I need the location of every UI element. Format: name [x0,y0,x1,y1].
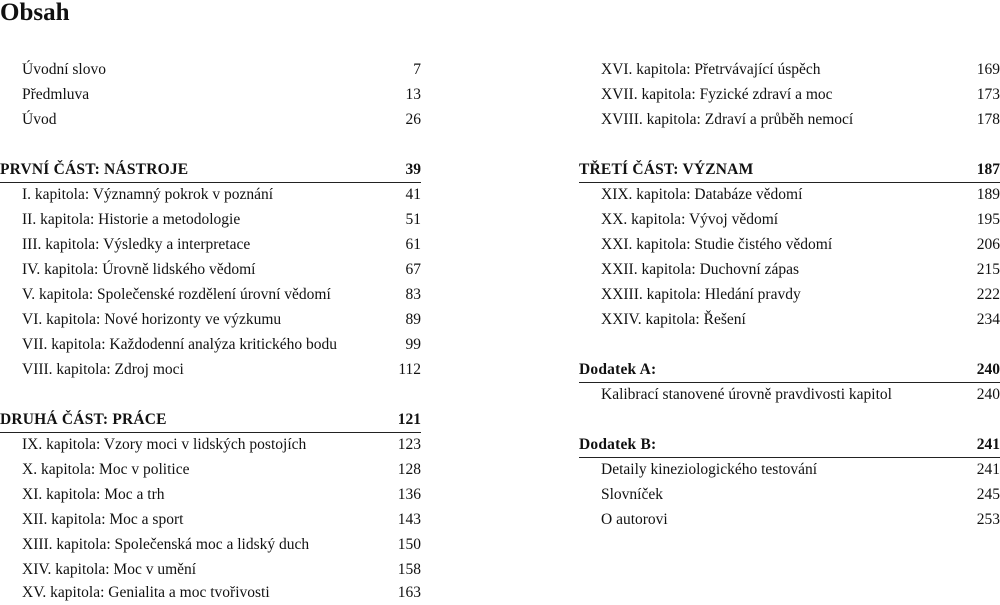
toc-entry-label: Detaily kineziologického testování [601,461,818,478]
toc-entry-page: 222 [976,286,1000,303]
toc-entry-page: 150 [397,536,421,553]
toc-entry[interactable] [0,357,421,382]
toc-entry[interactable] [0,57,421,82]
toc-entry-page: 89 [405,311,421,328]
section-page: 241 [976,436,1000,453]
toc-entry-label: VIII. kapitola: Zdroj moci [22,361,184,378]
toc-entry-page: 195 [976,211,1000,228]
toc-entry-page: 143 [397,511,421,528]
toc-entry-page: 13 [405,86,421,103]
toc-entry-page: 178 [976,111,1000,128]
page-title: Obsah [0,0,70,26]
toc-entry[interactable] [579,482,1000,507]
toc-entry-label: XVII. kapitola: Fyzické zdraví a moc [601,86,833,103]
toc-entry-label: III. kapitola: Výsledky a interpretace [22,236,251,253]
toc-entry-label: Slovníček [601,486,663,503]
toc-entry-label: XIV. kapitola: Moc v umění [22,561,197,578]
toc-entry-page: 241 [976,461,1000,478]
toc-section-heading[interactable] [579,357,1000,383]
section-page: 187 [976,161,1000,178]
toc-section-heading[interactable] [0,157,421,183]
toc-entry[interactable] [0,282,421,307]
toc-entry[interactable] [0,507,421,532]
toc-entry[interactable] [0,107,421,132]
toc-entry-label: IX. kapitola: Vzory moci v lidských postojích [22,436,307,453]
toc-entry[interactable] [0,432,421,457]
toc-entry-label: XVI. kapitola: Přetrvávající úspěch [601,61,821,78]
toc-entry-label: V. kapitola: Společenské rozdělení úrovní vědomí [22,286,331,303]
toc-entry-label: Kalibrací stanovené úrovně pravdivosti kapitol [601,386,892,403]
toc-entry-label: XI. kapitola: Moc a trh [22,486,165,503]
toc-entry-label: Úvod [22,111,57,128]
toc-entry-page: 169 [976,61,1000,78]
toc-entry-page: 128 [397,461,421,478]
toc-entry-page: 253 [976,511,1000,528]
toc-entry-page: 189 [976,186,1000,203]
toc-entry[interactable] [579,82,1000,107]
toc-entry[interactable] [579,307,1000,332]
toc-entry-label: XV. kapitola: Genialita a moc tvořivosti [22,584,270,601]
toc-entry-label: XXIII. kapitola: Hledání pravdy [601,286,801,303]
toc-entry[interactable] [579,182,1000,207]
toc-entry-label: XXIV. kapitola: Řešení [601,311,746,328]
toc-entry[interactable] [0,257,421,282]
toc-entry-page: 51 [405,211,421,228]
toc-entry[interactable] [0,332,421,357]
toc-entry-label: I. kapitola: Významný pokrok v poznání [22,186,274,203]
toc-entry-page: 61 [405,236,421,253]
toc-entry-page: 234 [976,311,1000,328]
toc-section-heading[interactable] [579,157,1000,183]
toc-entry-label: II. kapitola: Historie a metodologie [22,211,241,228]
toc-entry[interactable] [0,482,421,507]
toc-entry-label: XVIII. kapitola: Zdraví a průběh nemocí [601,111,854,128]
toc-entry-label: XII. kapitola: Moc a sport [22,511,184,528]
toc-entry[interactable] [579,107,1000,132]
toc-entry[interactable] [0,557,421,582]
toc-entry-page: 240 [976,386,1000,403]
toc-entry-page: 112 [398,361,421,378]
toc-entry[interactable] [579,457,1000,482]
toc-entry-page: 41 [405,186,421,203]
section-title: PRVNÍ ČÁST: NÁSTROJE [0,161,189,178]
toc-entry[interactable] [0,457,421,482]
section-page: 121 [397,411,421,428]
toc-entry-page: 173 [976,86,1000,103]
toc-entry[interactable] [579,382,1000,407]
toc-entry-label: XXII. kapitola: Duchovní zápas [601,261,799,278]
toc-section-heading[interactable] [0,407,421,433]
toc-entry-page: 123 [397,436,421,453]
toc-entry-label: XIII. kapitola: Společenská moc a lidský duch [22,536,310,553]
toc-entry-page: 67 [405,261,421,278]
toc-entry-page: 245 [976,486,1000,503]
toc-entry-page: 136 [397,486,421,503]
toc-entry[interactable] [579,507,1000,532]
toc-entry-page: 83 [405,286,421,303]
toc-entry[interactable] [0,532,421,557]
toc-entry-label: VI. kapitola: Nové horizonty ve výzkumu [22,311,282,328]
toc-entry-label: Předmluva [22,86,90,103]
toc-section-heading[interactable] [579,432,1000,458]
section-page: 240 [976,361,1000,378]
section-title: Dodatek A: [579,361,657,378]
toc-entry-label: XXI. kapitola: Studie čistého vědomí [601,236,833,253]
toc-entry-label: XX. kapitola: Vývoj vědomí [601,211,779,228]
section-title: TŘETÍ ČÁST: VÝZNAM [579,161,754,178]
toc-entry-label: O autorovi [601,511,668,528]
toc-entry[interactable] [0,580,421,605]
section-title: DRUHÁ ČÁST: PRÁCE [0,411,167,428]
toc-entry[interactable] [0,82,421,107]
toc-entry-page: 158 [397,561,421,578]
toc-entry-page: 163 [397,584,421,601]
toc-entry[interactable] [579,207,1000,232]
toc-entry-page: 7 [413,61,421,78]
section-title: Dodatek B: [579,436,657,453]
toc-entry-label: X. kapitola: Moc v politice [22,461,190,478]
toc-entry[interactable] [579,282,1000,307]
toc-entry-label: VII. kapitola: Každodenní analýza kritického bodu [22,336,338,353]
toc-entry-page: 99 [405,336,421,353]
toc-entry-label: XIX. kapitola: Databáze vědomí [601,186,803,203]
toc-entry-page: 26 [405,111,421,128]
toc-entry[interactable] [0,307,421,332]
toc-entry-label: Úvodní slovo [22,61,106,78]
toc-entry[interactable] [579,257,1000,282]
toc-entry-page: 206 [976,236,1000,253]
toc-entry[interactable] [0,182,421,207]
toc-entry[interactable] [579,57,1000,82]
toc-entry[interactable] [0,232,421,257]
toc-entry-label: IV. kapitola: Úrovně lidského vědomí [22,261,256,278]
section-page: 39 [405,161,421,178]
toc-entry[interactable] [0,207,421,232]
toc-entry-page: 215 [976,261,1000,278]
toc-entry[interactable] [579,232,1000,257]
